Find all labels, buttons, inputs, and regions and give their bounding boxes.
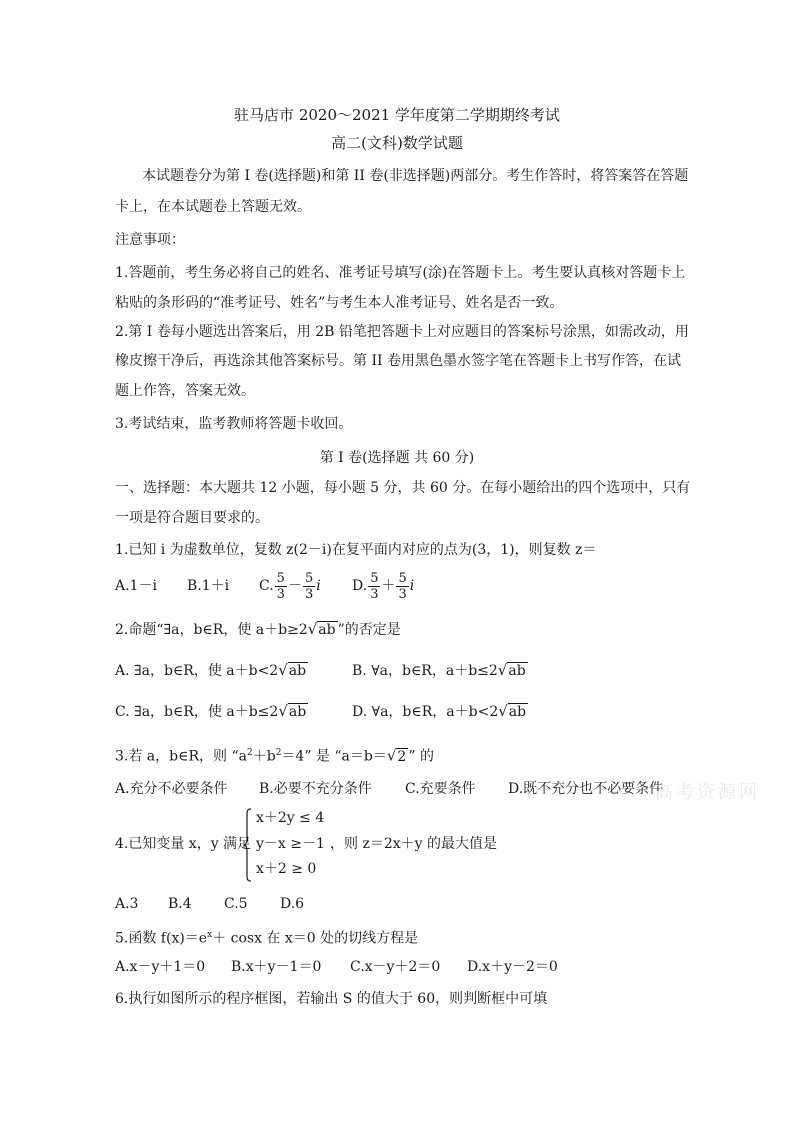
q1-option-c: C. $\frac{5}{3}$ － $\frac{5}{3}$ i bbox=[259, 570, 321, 602]
q1-option-a: A.1－i bbox=[115, 578, 157, 594]
note-3: 3.考试结束，监考教师将答题卡收回。 bbox=[115, 416, 353, 432]
q1-c-label: C. bbox=[259, 578, 274, 594]
intro-line-2: 卡上，在本试题卷上答题无效。 bbox=[115, 199, 311, 215]
q5-option-b: B.x＋y－1＝0 bbox=[231, 959, 322, 975]
q3-option-b: B.必要不充分条件 bbox=[259, 781, 372, 797]
q4-option-a: A.3 bbox=[115, 896, 139, 912]
q5-option-c: C.x－y＋2＝0 bbox=[350, 959, 441, 975]
note-2-line-1: 2.第 I 卷每小题选出答案后，用 2B 铅笔把答题卡上对应题目的答案标号涂黑，如需改动，用 bbox=[115, 324, 689, 340]
q1-d-frac-1: $\frac{5}{3}$ bbox=[370, 570, 379, 602]
q4-constraint-1: x＋2y ≤ 4 bbox=[256, 810, 325, 826]
note-2-line-2: 橡皮擦干净后，再选涂其他答案标号。第 II 卷用黑色墨水签字笔在答题卡上书写作答，在试 bbox=[115, 353, 681, 369]
section-title: 第 I 卷(选择题 共 60 分) bbox=[319, 450, 475, 466]
section-instr-line-1: 一、选择题：本大题共 12 小题，每小题 5 分，共 60 分。在每小题给出的四个选项中，只有 bbox=[115, 480, 691, 496]
q4-constraint-2: y－x ≥－1 bbox=[256, 836, 325, 852]
note-2-line-3: 题上作答，答案无效。 bbox=[115, 383, 255, 399]
q1-option-d: D. $\frac{5}{3}$ ＋ $\frac{5}{3}$ i bbox=[352, 570, 415, 602]
intro-line-1: 本试题卷分为第 I 卷(选择题)和第 II 卷(非选择题)两部分。考生作答时，将答案答在答题 bbox=[142, 168, 689, 184]
section-instr-line-2: 一项是符合题目要求的。 bbox=[115, 510, 269, 526]
q5-option-a: A.x－y＋1＝0 bbox=[115, 959, 206, 975]
q1-d-label: D. bbox=[352, 578, 368, 594]
notes-heading: 注意事项： bbox=[115, 232, 185, 248]
q3-option-c: C.充要条件 bbox=[405, 781, 476, 797]
q2-stem: 2.命题“∃a，b∈R，使 a＋b≥2√ab ”的否定是 bbox=[115, 620, 401, 638]
q4-stem-pre: 4.已知变量 x，y 满足 bbox=[115, 836, 252, 852]
q1-c-frac-2: $\frac{5}{3}$ bbox=[304, 570, 314, 602]
q4-constraint-3: x＋2 ≥ 0 bbox=[256, 861, 317, 877]
q4-option-b: B.4 bbox=[168, 896, 192, 912]
q3-option-d: D.既不充分也不必要条件 bbox=[508, 781, 664, 797]
exam-subtitle: 高二(文科)数学试题 bbox=[331, 134, 463, 152]
note-1-line-2: 粘贴的条形码的“准考证号、姓名”与考生本人准考证号、姓名是否一致。 bbox=[115, 295, 564, 311]
q2-option-d: D. ∀a，b∈R，a＋b<2√ab bbox=[352, 702, 527, 720]
q5-stem: 5.函数 $f(x)=e^x+ \cos x$ 在 x＝0 处的切线方程是 bbox=[115, 930, 419, 947]
q2-option-a: A. ∃a，b∈R，使 a＋b<2√ab bbox=[115, 661, 307, 679]
q2-option-c: C. ∃a，b∈R，使 a＋b≤2√ab bbox=[115, 702, 307, 720]
q4-stem-post: ，则 z＝2x＋y 的最大值是 bbox=[330, 836, 497, 852]
note-1-line-1: 1.答题前，考生务必将自己的姓名、准考证号填写(涂)在答题卡上。考生要认真核对答题卡上 bbox=[115, 265, 686, 281]
q1-stem: 1.已知 i 为虚数单位，复数 z(2－i)在复平面内对应的点为(3，1)，则复数 z＝ bbox=[115, 542, 597, 558]
q3-option-a: A.充分不必要条件 bbox=[115, 781, 228, 797]
brace-icon bbox=[244, 808, 252, 882]
exam-title: 驻马店市 2020～2021 学年度第二学期期终考试 bbox=[234, 106, 560, 124]
q4-option-d: D.6 bbox=[280, 896, 305, 912]
q6-stem: 6.执行如图所示的程序框图，若输出 S 的值大于 60，则判断框中可填 bbox=[115, 991, 548, 1007]
watermark: 高考资源网 bbox=[655, 782, 760, 803]
q1-option-b: B.1＋i bbox=[187, 578, 230, 594]
q5-option-d: D.x＋y－2＝0 bbox=[467, 959, 558, 975]
q4-option-c: C.5 bbox=[224, 896, 248, 912]
q2-sqrt-ab: ab bbox=[318, 622, 336, 638]
q1-d-frac-2: $\frac{5}{3}$ bbox=[398, 570, 407, 602]
q2-option-b: B. ∀a，b∈R，a＋b≤2√ab bbox=[352, 661, 526, 679]
q1-c-frac-1: $\frac{5}{3}$ bbox=[276, 570, 285, 602]
q3-stem: 3.若 a，b∈R，则 “$a^2+b^2=4$” 是 “a＝b＝√2 ” 的 bbox=[115, 746, 434, 765]
